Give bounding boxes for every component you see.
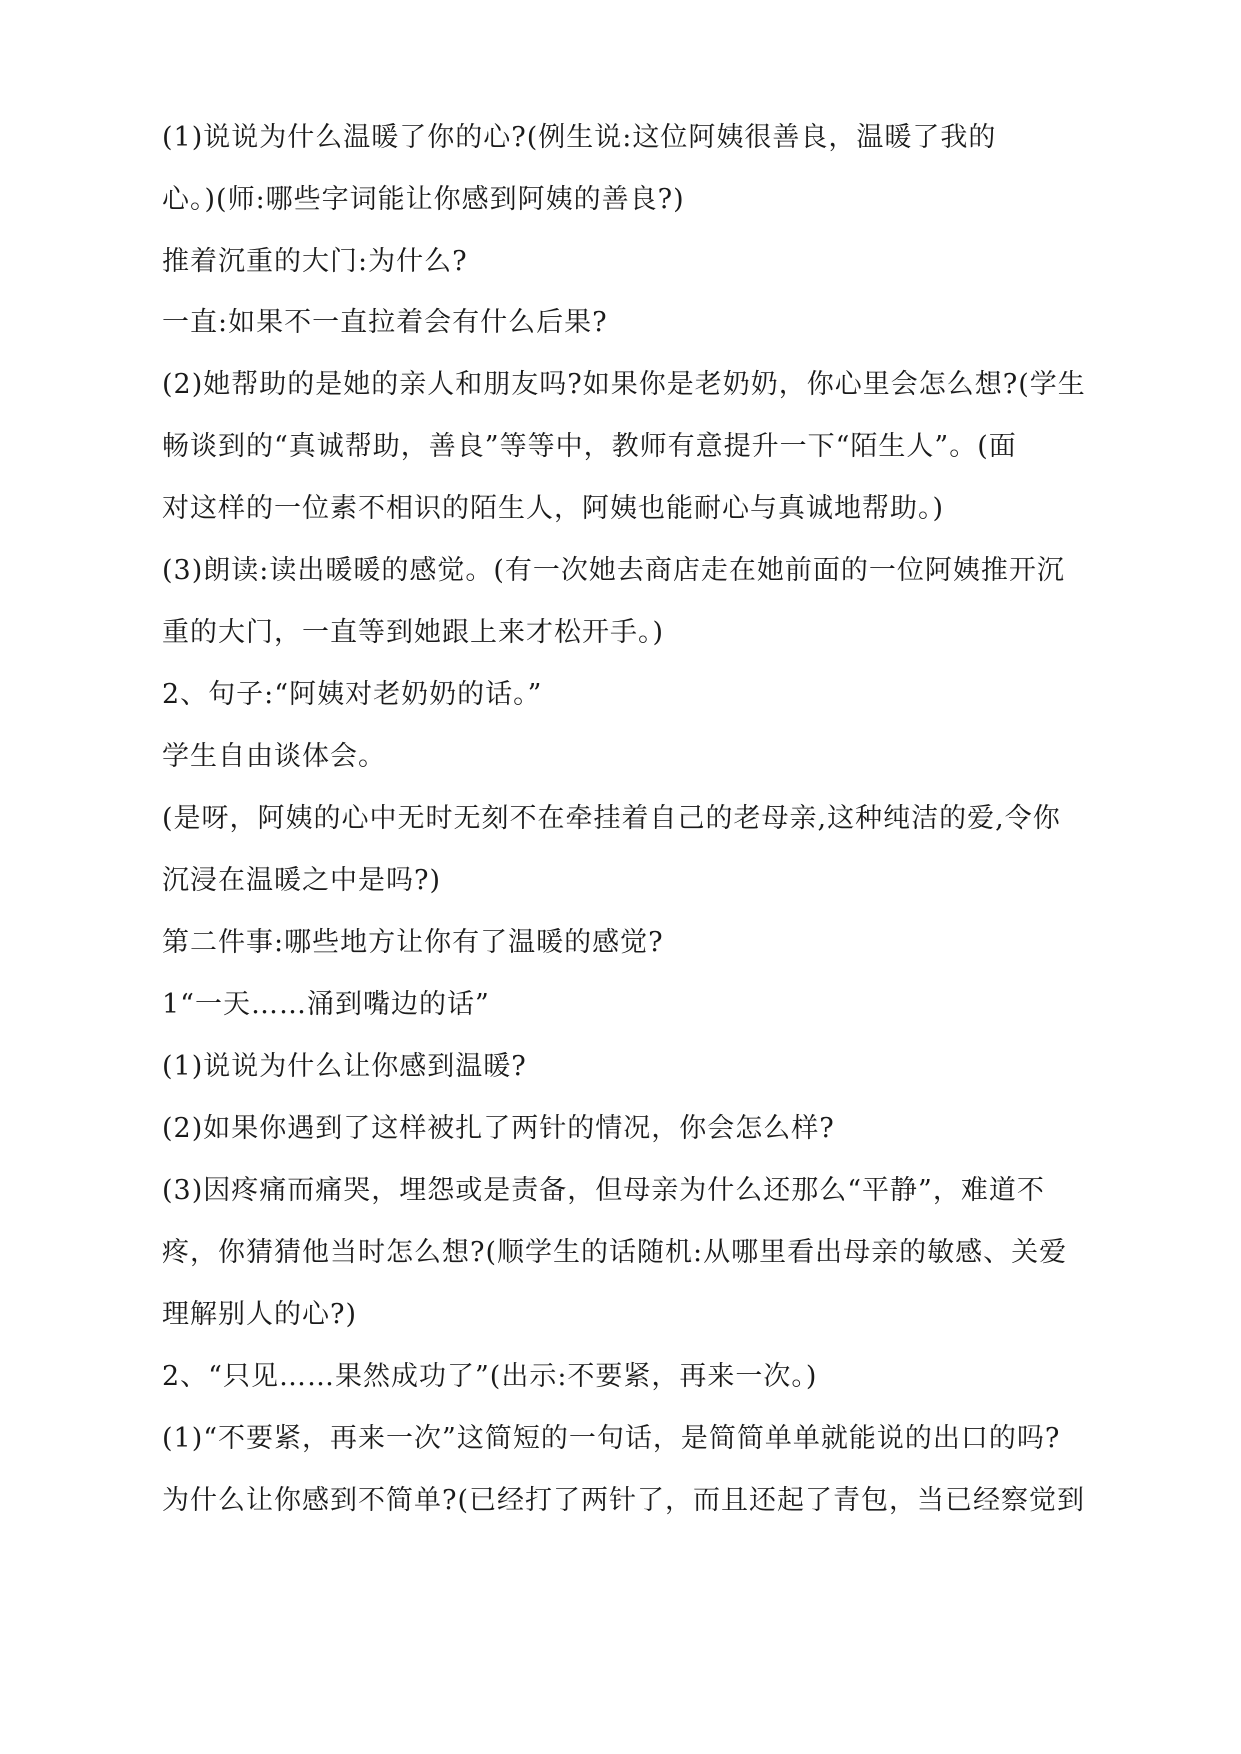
text-line: 推着沉重的大门:为什么? <box>162 246 468 277</box>
text-line: (是呀，阿姨的心中无时无刻不在牵挂着自己的老母亲,这种纯洁的爱,令你 <box>162 803 1061 834</box>
text-line: (2)如果你遇到了这样被扎了两针的情况，你会怎么样? <box>162 1113 835 1144</box>
text-line: (3)因疼痛而痛哭，埋怨或是责备，但母亲为什么还那么“平静”，难道不 <box>162 1175 1045 1206</box>
text-line: 疼，你猜猜他当时怎么想?(顺学生的话随机:从哪里看出母亲的敏感、关爱 <box>162 1237 1068 1268</box>
text-line: 沉浸在温暖之中是吗?) <box>162 865 442 896</box>
text-line: 重的大门，一直等到她跟上来才松开手。) <box>162 617 665 648</box>
text-line: 对这样的一位素不相识的陌生人，阿姨也能耐心与真诚地帮助。) <box>162 493 945 524</box>
text-line: 2、“只见……果然成功了”(出示:不要紧，再来一次。) <box>162 1361 818 1392</box>
text-line: 为什么让你感到不简单?(已经打了两针了，而且还起了青包，当已经察觉到 <box>162 1485 1086 1516</box>
text-line: 2、句子:“阿姨对老奶奶的话。” <box>162 679 543 710</box>
text-line: 心。)(师:哪些字词能让你感到阿姨的善良?) <box>162 184 685 215</box>
text-line: (1)说说为什么让你感到温暖? <box>162 1051 527 1082</box>
text-line: (3)朗读:读出暖暖的感觉。(有一次她去商店走在她前面的一位阿姨推开沉 <box>162 555 1065 586</box>
text-line: (1)说说为什么温暖了你的心?(例生说:这位阿姨很善良，温暖了我的 <box>162 122 997 153</box>
text-line: 1“一天……涌到嘴边的话” <box>162 989 490 1020</box>
text-line: (1)“不要紧，再来一次”这简短的一句话，是简简单单就能说的出口的吗? <box>162 1423 1061 1454</box>
text-line: 第二件事:哪些地方让你有了温暖的感觉? <box>162 927 664 958</box>
text-line: 理解别人的心?) <box>162 1299 358 1330</box>
text-line: 畅谈到的“真诚帮助，善良”等等中，教师有意提升一下“陌生人”。(面 <box>162 431 1017 462</box>
text-line: 学生自由谈体会。 <box>162 741 386 772</box>
text-line: 一直:如果不一直拉着会有什么后果? <box>162 307 608 338</box>
text-line: (2)她帮助的是她的亲人和朋友吗?如果你是老奶奶，你心里会怎么想?(学生 <box>162 369 1086 400</box>
